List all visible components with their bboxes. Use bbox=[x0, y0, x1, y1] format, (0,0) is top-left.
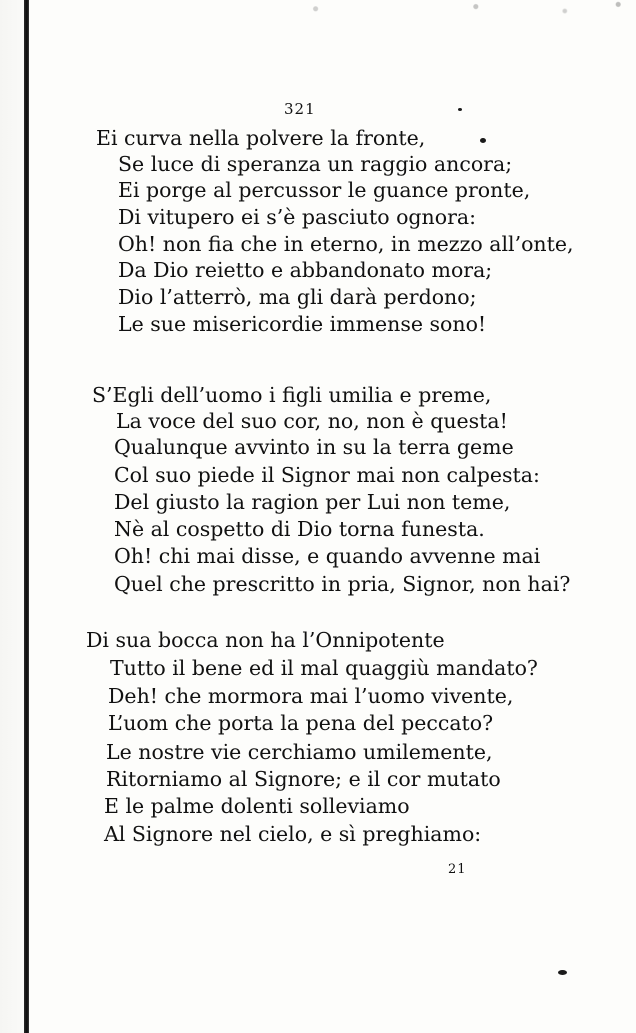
verse-line: Tutto il bene ed il mal quaggiù mandato? bbox=[110, 656, 538, 680]
verse-line: Di sua bocca non ha l’Onnipotente bbox=[86, 628, 445, 652]
verse-line: Quel che prescritto in pria, Signor, non hai? bbox=[114, 572, 571, 596]
verse-line: Dio l’atterrò, ma gli darà perdono; bbox=[118, 285, 477, 309]
verse-line: Col suo piede il Signor mai non calpesta: bbox=[114, 463, 540, 487]
verse-line: Qualunque avvinto in su la terra geme bbox=[114, 435, 514, 459]
verse-line: Se luce di speranza un raggio ancora; bbox=[118, 152, 513, 176]
verse-line: Ei porge al percussor le guance pronte, bbox=[118, 178, 531, 202]
verse-line: Da Dio reietto e abbandonato mora; bbox=[118, 258, 493, 282]
gutter-shadow bbox=[0, 0, 24, 1033]
verse-line: L’uom che porta la pena del peccato? bbox=[108, 711, 494, 735]
ink-speck bbox=[480, 138, 486, 143]
verse-line: Le nostre vie cerchiamo umilemente, bbox=[106, 740, 493, 764]
verse-line: Nè al cospetto di Dio torna funesta. bbox=[114, 517, 485, 541]
verse-line: S’Egli dell’uomo i figli umilia e preme, bbox=[92, 383, 492, 407]
ink-speck bbox=[558, 970, 567, 975]
verse-line: Del giusto la ragion per Lui non teme, bbox=[114, 490, 511, 514]
verse-line: Oh! non fia che in eterno, in mezzo all’onte, bbox=[118, 232, 574, 256]
verse-line: Ei curva nella polvere la fronte, bbox=[96, 126, 426, 150]
verse-line: La voce del suo cor, no, non è questa! bbox=[116, 409, 508, 433]
page-number: 321 bbox=[284, 100, 316, 118]
verse-line: Oh! chi mai disse, e quando avvenne mai bbox=[114, 544, 541, 568]
verse-line: E le palme dolenti solleviamo bbox=[104, 794, 410, 818]
ink-speck bbox=[458, 108, 462, 111]
binding-edge bbox=[24, 0, 29, 1033]
verse-line: Di vitupero ei s’è pasciuto ognora: bbox=[118, 205, 477, 229]
verse-line: Al Signore nel cielo, e sì preghiamo: bbox=[104, 822, 482, 846]
paper-specks bbox=[280, 0, 636, 22]
signature-mark: 21 bbox=[448, 862, 467, 877]
verse-line: Ritorniamo al Signore; e il cor mutato bbox=[106, 767, 501, 791]
verse-line: Le sue misericordie immense sono! bbox=[118, 312, 487, 336]
verse-line: Deh! che mormora mai l’uomo vivente, bbox=[108, 684, 514, 708]
